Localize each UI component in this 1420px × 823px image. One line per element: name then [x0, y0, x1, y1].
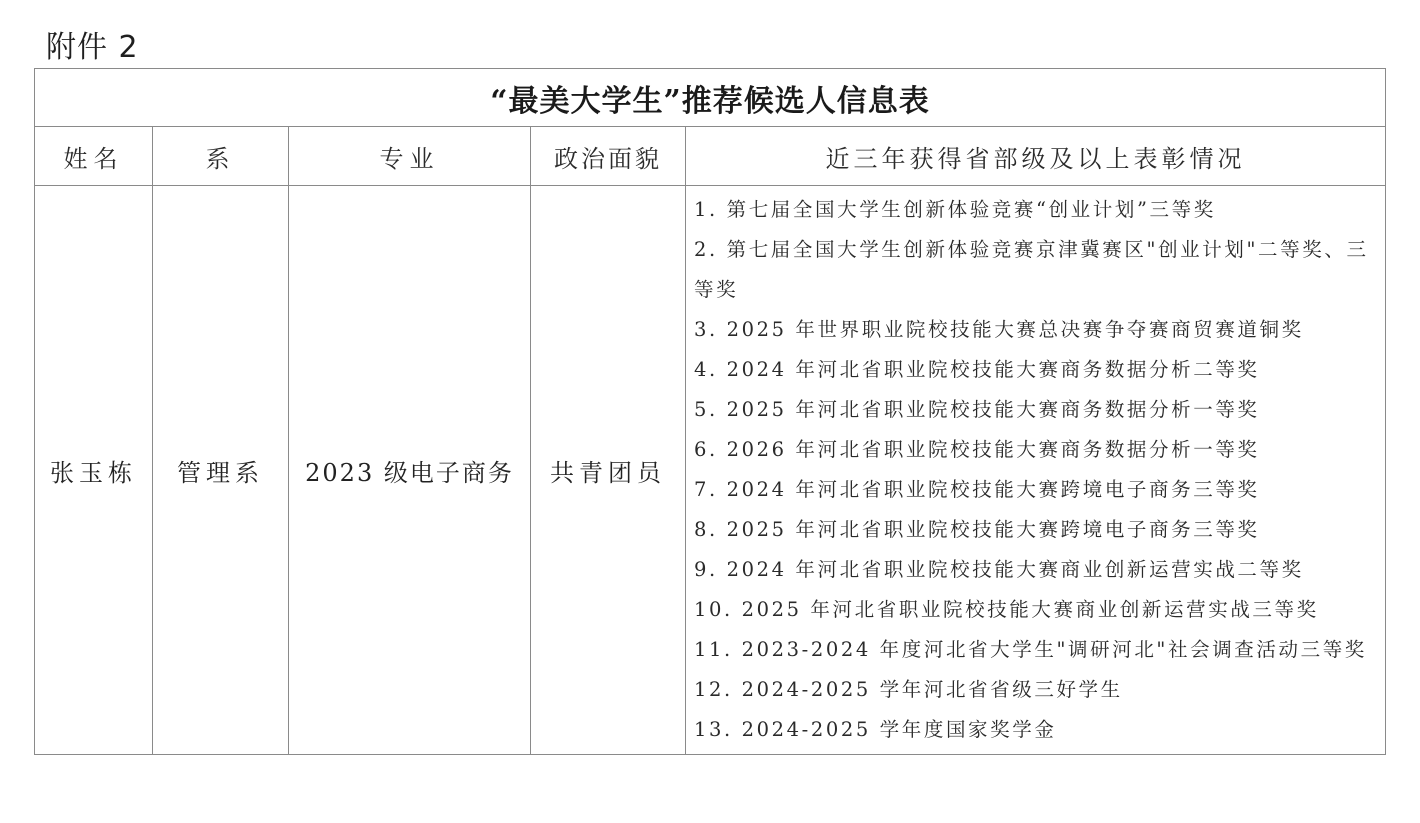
cell-awards: [686, 186, 1386, 755]
award-item: 2. 第七届全国大学生创新体验竞赛京津冀赛区"创业计划"二等奖、三等奖: [694, 238, 1369, 301]
cell-name: 张玉栋: [35, 186, 153, 755]
header-political-status: 政治面貌: [531, 127, 686, 186]
award-item: 7. 2024 年河北省职业院校技能大赛跨境电子商务三等奖: [694, 478, 1260, 501]
award-item: 5. 2025 年河北省职业院校技能大赛商务数据分析一等奖: [694, 398, 1260, 421]
table-row: [35, 186, 1386, 755]
award-item: 8. 2025 年河北省职业院校技能大赛跨境电子商务三等奖: [694, 518, 1260, 541]
cell-major: 2023 级电子商务: [289, 186, 531, 755]
header-department: 系: [153, 127, 289, 186]
award-item: 13. 2024-2025 学年度国家奖学金: [694, 718, 1057, 741]
award-item: 10. 2025 年河北省职业院校技能大赛商业创新运营实战三等奖: [694, 598, 1319, 621]
header-name: 姓名: [35, 127, 153, 186]
award-item: 9. 2024 年河北省职业院校技能大赛商业创新运营实战二等奖: [694, 558, 1304, 581]
award-item: 12. 2024-2025 学年河北省省级三好学生: [694, 678, 1123, 701]
award-item: 4. 2024 年河北省职业院校技能大赛商务数据分析二等奖: [694, 358, 1260, 381]
award-item: 3. 2025 年世界职业院校技能大赛总决赛争夺赛商贸赛道铜奖: [694, 318, 1304, 341]
award-item: 1. 第七届全国大学生创新体验竞赛“创业计划”三等奖: [694, 198, 1216, 221]
candidate-info-table: [34, 68, 1386, 755]
attachment-label: 附件 2: [46, 30, 139, 65]
cell-political-status: 共青团员: [531, 186, 686, 755]
header-major: 专业: [289, 127, 531, 186]
header-row: [35, 127, 1386, 186]
award-item: 11. 2023-2024 年度河北省大学生"调研河北"社会调查活动三等奖: [694, 638, 1367, 661]
header-awards: 近三年获得省部级及以上表彰情况: [686, 127, 1386, 186]
title-row: [35, 69, 1386, 127]
award-item: 6. 2026 年河北省职业院校技能大赛商务数据分析一等奖: [694, 438, 1260, 461]
cell-department: 管理系: [153, 186, 289, 755]
table-title: “最美大学生”推荐候选人信息表: [35, 69, 1386, 127]
